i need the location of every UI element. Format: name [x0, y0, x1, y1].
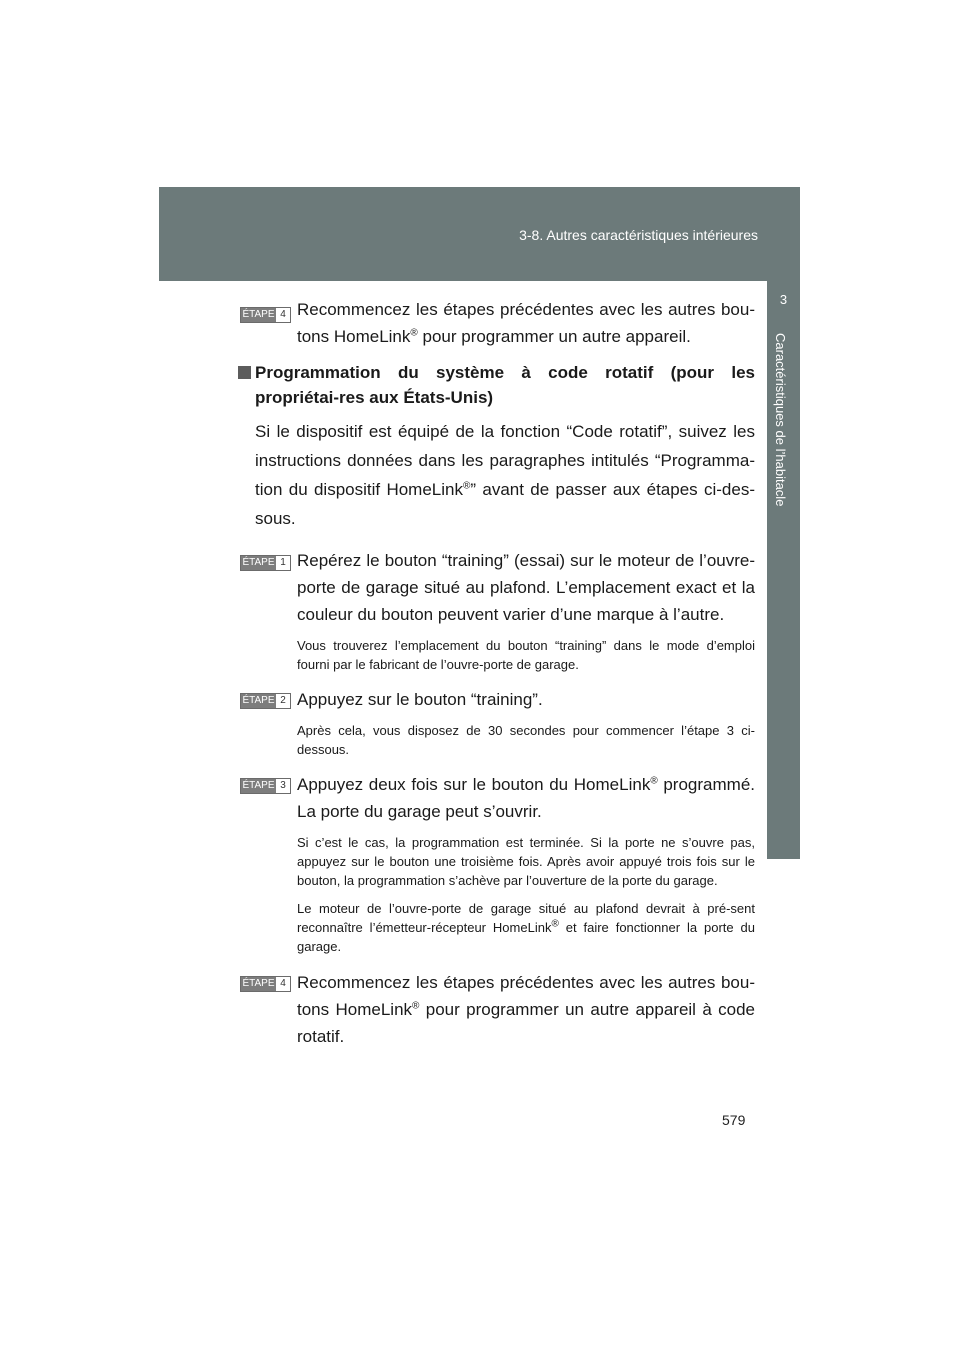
step-4-second: [240, 969, 755, 1050]
chapter-label: Caractéristiques de l’habitacle: [773, 333, 788, 507]
step-note: Le moteur de l’ouvre-porte de garage situé au plafond devrait à pré-sent reconnaître l’émetteur-récepteur HomeLink® et faire fonctionner la porte du garage.: [297, 901, 755, 954]
step-text: Appuyez deux fois sur le bouton du HomeLink® programmé. La porte du garage peut s’ouvrir.: [297, 775, 755, 821]
step-note: Si c’est le cas, la programmation est terminée. Si la porte ne s’ouvre pas, appuyez sur le bouton une troisième fois. Après avoir appuyé trois fois sur le bouton, la programmation s’achève par l’ouverture de la porte du garage.: [297, 835, 755, 888]
step-badge: ÉTAPE 2: [240, 693, 291, 709]
chapter-tab: [767, 319, 800, 859]
step-4-first: [240, 296, 755, 350]
step-text: Appuyez sur le bouton “training”.: [297, 690, 543, 709]
chapter-tab-number: [767, 281, 800, 319]
step-badge: ÉTAPE 1: [240, 555, 291, 571]
step-badge: ÉTAPE 3: [240, 778, 291, 794]
step-badge: ÉTAPE 4: [240, 976, 291, 992]
step-note: Après cela, vous disposez de 30 secondes pour commencer l’étape 3 ci-dessous.: [297, 723, 755, 757]
section-title: 3-8. Autres caractéristiques intérieures: [519, 227, 758, 243]
step-3: [240, 771, 755, 956]
square-bullet-icon: [238, 366, 251, 379]
page-content: [240, 296, 755, 1050]
step-text: Recommencez les étapes précédentes avec les autres bou-tons HomeLink® pour programmer un autre appareil.: [297, 300, 755, 346]
section-intro: Si le dispositif est équipé de la fonction “Code rotatif”, suivez les instructions données dans les paragraphes intitulés “Programma-tion du dispositif HomeLink®” avant de passer aux étapes ci-des-sous.: [255, 422, 756, 528]
page-number: 579: [722, 1112, 746, 1128]
step-1: [240, 547, 755, 674]
step-2: [240, 686, 755, 759]
step-text: Recommencez les étapes précédentes avec les autres bou-tons HomeLink® pour programmer un autre appareil à code rotatif.: [297, 973, 755, 1046]
section-heading: Programmation du système à code rotatif (pour les propriétai-res aux États-Unis): [240, 360, 755, 410]
step-note: Vous trouverez l’emplacement du bouton “training” dans le mode d’emploi fourni par le fabricant de l’ouvre-porte de garage.: [297, 638, 755, 672]
section-header-band: [159, 187, 800, 281]
step-badge: ÉTAPE 4: [240, 307, 291, 323]
chapter-number: 3: [779, 292, 788, 307]
step-text: Repérez le bouton “training” (essai) sur le moteur de l’ouvre-porte de garage situé au plafond. L’emplacement exact et la couleur du bouton peuvent varier d’une marque à l’autre.: [297, 551, 755, 624]
